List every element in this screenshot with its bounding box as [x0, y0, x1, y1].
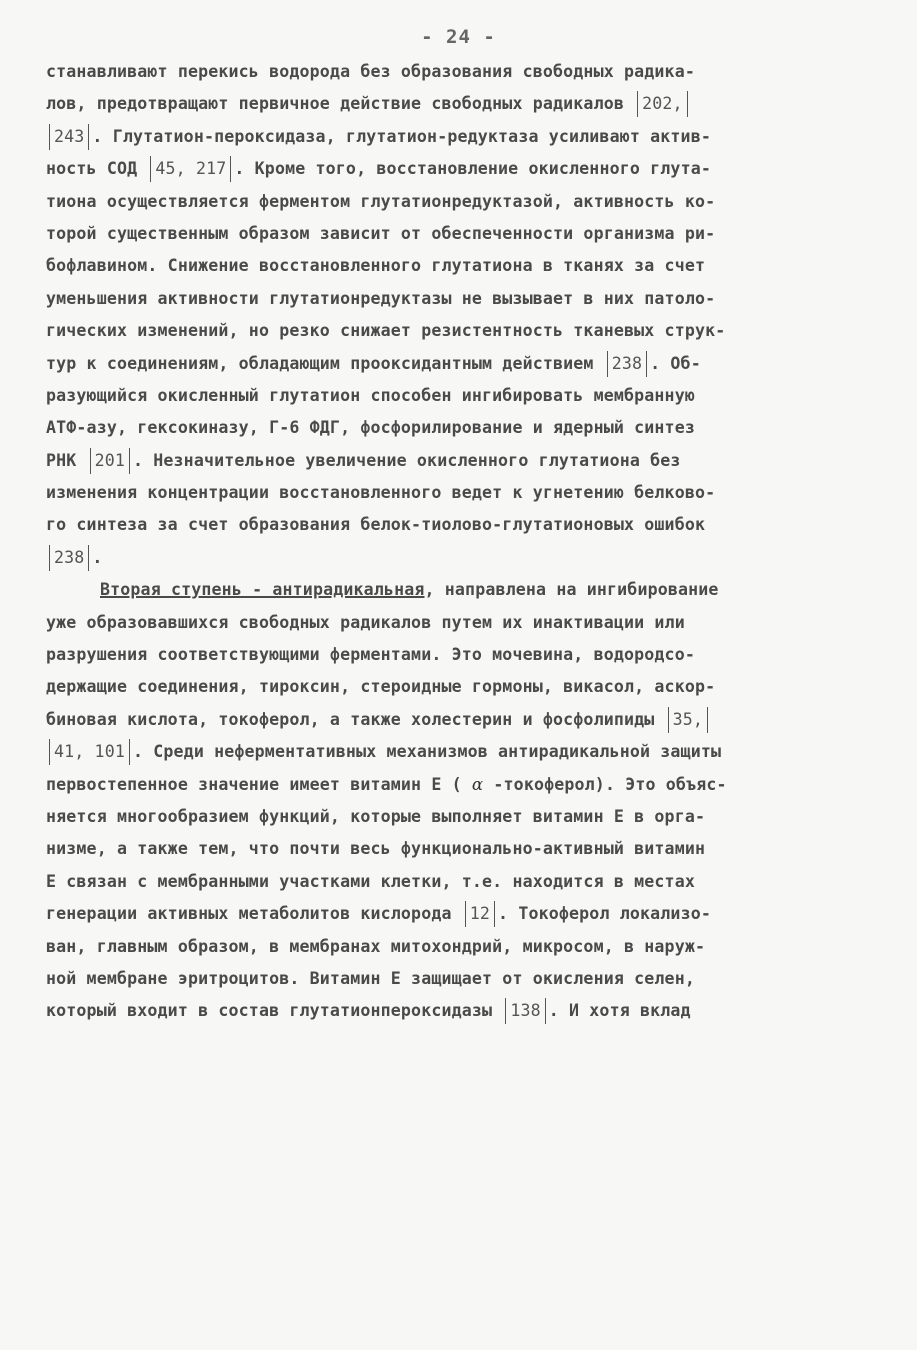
text-line: [46, 445, 871, 477]
line-text: биновая кислота, токоферол, а также холестерин и фосфолипиды: [46, 709, 665, 729]
citation-bracket: 243: [49, 124, 89, 150]
line-text: разующийся окисленный глутатион способен ингибировать мембранную: [46, 385, 695, 405]
line-text: няется многообразием функций, которые выполняет витамин Е в орга-: [46, 806, 706, 826]
line-text: , направлена на ингибирование: [424, 580, 719, 600]
text-line: [46, 477, 871, 509]
line-text-after: . Токоферол локализо-: [498, 904, 711, 924]
line-text: уже образовавшихся свободных радикалов путем их инактивации или: [46, 612, 685, 632]
text-line: [46, 315, 871, 347]
text-body: [46, 56, 871, 1028]
text-line: [46, 88, 871, 120]
text-line: [46, 866, 871, 898]
line-text: бофлавином. Снижение восстановленного глутатиона в тканях за счет: [46, 256, 706, 276]
citation-bracket: 201: [90, 448, 130, 474]
line-text-after: .: [92, 547, 103, 567]
text-line: [46, 509, 871, 541]
text-line: [46, 121, 871, 153]
line-text: АТФ-азу, гексокиназу, Г-6 ФДГ, фосфорилирование и ядерный синтез: [46, 418, 695, 438]
text-line: [46, 801, 871, 833]
line-text-after: . Незначительное увеличение окисленного глутатиона без: [132, 450, 681, 470]
text-line: [46, 898, 871, 930]
line-text: станавливают перекись водорода без образования свободных радика-: [46, 62, 695, 81]
line-text-after: . Глутатион-пероксидаза, глутатион-редуктаза усиливают актив-: [92, 126, 711, 146]
line-text-after: . Об-: [650, 353, 701, 373]
line-text-after: . И хотя вклад: [548, 1001, 691, 1021]
text-line: [46, 56, 871, 88]
line-text: генерации активных метаболитов кислорода: [46, 904, 462, 924]
line-text: уменьшения активности глутатионредуктазы не вызывает в них патоло-: [46, 288, 716, 308]
citation-bracket: 35,: [668, 707, 708, 733]
greek-alpha: α: [471, 774, 484, 794]
line-text: ность СОД: [46, 159, 148, 179]
citation-bracket: 238: [607, 351, 647, 377]
citation-bracket: 202,: [637, 91, 688, 117]
line-text: первостепенное значение имеет витамин Е (: [46, 774, 472, 794]
text-line: [46, 574, 871, 606]
line-text: РНК: [46, 450, 87, 470]
text-line: [46, 348, 871, 380]
line-text: лов, предотвращают первичное действие свободных радикалов: [46, 94, 635, 114]
text-line: [46, 542, 871, 574]
line-text: разрушения соответствующими ферментами. Это мочевина, водородсо-: [46, 645, 695, 665]
text-line: [46, 833, 871, 865]
citation-bracket: 238: [49, 545, 89, 571]
text-line: [46, 639, 871, 671]
text-line: [46, 380, 871, 412]
text-line: [46, 931, 871, 963]
line-text: гических изменений, но резко снижает резистентность тканевых струк-: [46, 321, 726, 341]
line-text: тур к соединениям, обладающим прооксидантным действием: [46, 353, 604, 373]
text-line: [46, 671, 871, 703]
text-line: [46, 250, 871, 282]
line-text: го синтеза за счет образования белок-тиолово-глутатионовых ошибок: [46, 515, 706, 535]
line-text: Е связан с мембранными участками клетки, т.е. находится в местах: [46, 871, 695, 891]
text-line: [46, 995, 871, 1027]
line-text: держащие соединения, тироксин, стероидные гормоны, викасол, аскор-: [46, 677, 716, 697]
line-text: который входит в состав глутатионпероксидазы: [46, 1001, 503, 1021]
text-line: [46, 153, 871, 185]
line-text-after: -токоферол). Это объяс-: [483, 774, 727, 794]
citation-bracket: 41, 101: [49, 739, 130, 765]
citation-bracket: 12: [465, 901, 495, 927]
line-text: изменения концентрации восстановленного ведет к угнетению белково-: [46, 483, 716, 503]
text-line: [46, 736, 871, 768]
line-text: ной мембране эритроцитов. Витамин Е защищает от окисления селен,: [46, 968, 695, 988]
text-line: [46, 412, 871, 444]
section-heading: Вторая ступень - антирадикальная: [100, 580, 425, 600]
text-line: [46, 963, 871, 995]
text-line: [46, 607, 871, 639]
page-number: - 24 -: [421, 26, 496, 48]
citation-bracket: 138: [505, 998, 545, 1024]
text-line: [46, 218, 871, 250]
text-line: [46, 704, 871, 736]
citation-bracket: 45, 217: [150, 156, 231, 182]
line-text: низме, а также тем, что почти весь функционально-активный витамин: [46, 839, 706, 859]
text-line: [46, 186, 871, 218]
line-text-after: . Кроме того, восстановление окисленного глута-: [234, 159, 711, 179]
text-line: [46, 283, 871, 315]
line-text: торой существенным образом зависит от обеспеченности организма ри-: [46, 223, 716, 243]
line-text-after: . Среди неферментативных механизмов антирадикальной защиты: [132, 742, 722, 762]
line-text: ван, главным образом, в мембранах митохондрий, микросом, в наруж-: [46, 936, 706, 956]
text-line: [46, 769, 871, 801]
line-text: тиона осуществляется ферментом глутатионредуктазой, активность ко-: [46, 191, 716, 211]
